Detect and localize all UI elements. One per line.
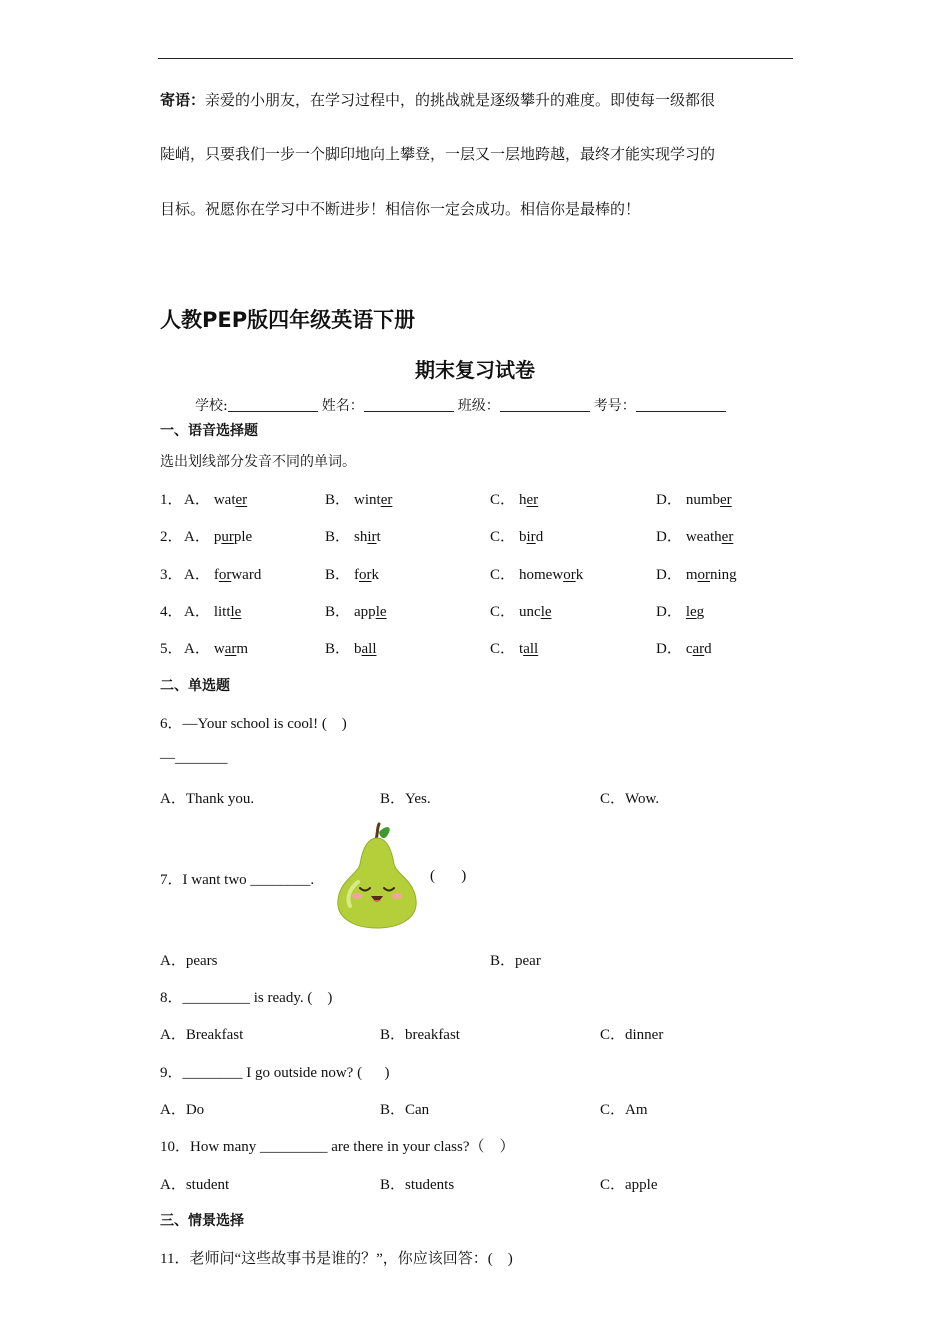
student-info-line: 学校: 姓名： 班级： 考号：: [195, 395, 730, 415]
option-ul: er: [721, 529, 734, 545]
option-post: ple: [233, 529, 253, 545]
school-field[interactable]: [228, 397, 318, 412]
q3-option-b[interactable]: [325, 563, 379, 584]
q5-option-a[interactable]: [184, 637, 248, 658]
q6-option-b[interactable]: B．Yes.: [380, 791, 431, 807]
q10-option-b[interactable]: B．students: [380, 1177, 455, 1193]
q8-option-a[interactable]: A．Breakfast: [160, 1027, 244, 1043]
option-post: ning: [710, 567, 737, 583]
option-post: g: [696, 604, 705, 620]
option-label: D．: [656, 529, 682, 545]
message-line-1: 寄语：亲爱的小朋友，在学习过程中，的挑战就是逐级攀升的难度。即使每一级都很: [160, 91, 716, 109]
option-ul: ir: [367, 529, 377, 545]
option-label: B．: [325, 529, 351, 545]
question-10-stem: 10．How many _________ are there in your class?（ ）: [160, 1139, 515, 1155]
q4-option-b[interactable]: [325, 600, 387, 621]
option-post: ward: [231, 567, 262, 583]
question-6-reply: —_______: [160, 750, 228, 766]
question-3-number: 3．: [160, 567, 183, 583]
q3-option-c[interactable]: [490, 563, 583, 584]
q3-option-d[interactable]: [656, 563, 737, 584]
option-post: t: [376, 529, 381, 545]
pear-body: [338, 838, 416, 928]
option-ul: er: [526, 492, 539, 508]
option-pre: f: [213, 567, 219, 583]
option-label: C．: [490, 641, 516, 657]
q2-option-b[interactable]: [325, 525, 381, 546]
q6-option-c[interactable]: C．Wow.: [600, 791, 660, 807]
q5-option-c[interactable]: [490, 637, 538, 658]
q2-option-c[interactable]: [490, 525, 543, 546]
option-label: C．: [490, 529, 516, 545]
option-pre: p: [213, 529, 222, 545]
q1-option-d[interactable]: [656, 488, 732, 509]
q4-option-a[interactable]: [184, 600, 241, 621]
q7-option-a[interactable]: A．pears: [160, 953, 218, 969]
option-ul: all: [523, 641, 539, 657]
option-label: C．: [490, 567, 516, 583]
q8-option-b[interactable]: B．breakfast: [380, 1027, 460, 1043]
option-ul: er: [235, 492, 248, 508]
q10-option-a[interactable]: A．student: [160, 1177, 230, 1193]
option-post: k: [371, 567, 380, 583]
question-7-paren: ( ): [430, 868, 467, 884]
question-11-stem: 11．老师问“这些故事书是谁的？”，你应该回答：( ): [160, 1251, 513, 1267]
option-pre: wint: [354, 492, 381, 508]
option-label: B．: [325, 567, 351, 583]
option-ul: le: [230, 604, 242, 620]
q7-option-b[interactable]: B．pear: [490, 953, 541, 969]
book-title: 人教PEP版四年级英语下册: [160, 308, 416, 332]
message-line-2: 陡峭，只要我们一步一个脚印地向上攀登，一层又一层地跨越，最终才能实现学习的: [160, 145, 716, 163]
section-2-title: 二、单选题: [160, 678, 230, 694]
question-2-number: 2．: [160, 529, 183, 545]
option-label: C．: [490, 604, 516, 620]
question-1-number: 1．: [160, 492, 183, 508]
pear-leaf: [379, 827, 390, 838]
option-pre: f: [354, 567, 360, 583]
q9-option-c[interactable]: C．Am: [600, 1102, 648, 1118]
option-label: A．: [184, 604, 210, 620]
question-8-stem: 8．_________ is ready. ( ): [160, 990, 333, 1006]
q8-option-c[interactable]: C．dinner: [600, 1027, 664, 1043]
q3-option-a[interactable]: [184, 563, 261, 584]
question-4-number: 4．: [160, 604, 183, 620]
section-1-title: 一、语音选择题: [160, 423, 258, 439]
option-label: A．: [184, 529, 210, 545]
option-pre: unc: [519, 604, 541, 620]
q1-option-a[interactable]: [184, 488, 247, 509]
option-ul: ar: [224, 641, 237, 657]
option-label: D．: [656, 641, 682, 657]
option-label: D．: [656, 492, 682, 508]
option-post: m: [236, 641, 249, 657]
q6-option-a[interactable]: A．Thank you.: [160, 791, 255, 807]
option-pre: weath: [685, 529, 722, 545]
option-pre: litt: [213, 604, 231, 620]
option-pre: wat: [213, 492, 236, 508]
q5-option-d[interactable]: [656, 637, 712, 658]
q5-option-b[interactable]: [325, 637, 377, 658]
q9-option-b[interactable]: B．Can: [380, 1102, 430, 1118]
option-ul: ur: [221, 529, 234, 545]
option-label: A．: [184, 492, 210, 508]
option-ul: ar: [692, 641, 705, 657]
message-line-3: 目标。祝愿你在学习中不断进步！相信你一定会成功。相信你是最棒的！: [160, 200, 641, 218]
option-ul: or: [218, 567, 232, 583]
option-ul: le: [540, 604, 552, 620]
option-ul: or: [359, 567, 372, 583]
header-rule: [158, 58, 793, 59]
option-label: D．: [656, 604, 682, 620]
option-pre: sh: [354, 529, 368, 545]
q10-option-c[interactable]: C．apple: [600, 1177, 658, 1193]
option-label: D．: [656, 567, 682, 583]
option-pre: c: [685, 641, 693, 657]
option-pre: m: [685, 567, 698, 583]
pear-icon: [332, 822, 422, 930]
option-label: A．: [184, 567, 210, 583]
q2-option-d[interactable]: [656, 525, 733, 546]
q9-option-a[interactable]: A．Do: [160, 1102, 205, 1118]
option-post: d: [535, 529, 544, 545]
option-ul: or: [697, 567, 711, 583]
option-label: C．: [490, 492, 516, 508]
option-pre: b: [519, 529, 527, 545]
option-pre: b: [354, 641, 362, 657]
q2-option-a[interactable]: [184, 525, 252, 546]
option-label: A．: [184, 641, 210, 657]
option-pre: numb: [685, 492, 721, 508]
option-ul: er: [720, 492, 732, 508]
option-post: d: [704, 641, 712, 657]
name-field[interactable]: [364, 397, 454, 412]
option-label: B．: [325, 492, 351, 508]
option-ul: le: [375, 604, 387, 620]
option-ul: or: [563, 567, 576, 583]
section-3-title: 三、情景选择: [160, 1213, 244, 1229]
question-6-stem: 6．—Your school is cool! ( ): [160, 716, 347, 732]
q1-option-c[interactable]: [490, 488, 538, 509]
option-ul: le: [685, 604, 697, 620]
option-label: B．: [325, 604, 351, 620]
question-7-stem: 7．I want two ________.: [160, 872, 315, 888]
option-pre: h: [519, 492, 527, 508]
left-cheek: [352, 893, 362, 899]
option-pre: w: [213, 641, 225, 657]
question-5-number: 5．: [160, 641, 183, 657]
section-1-instruction: 选出划线部分发音不同的单词。: [160, 454, 356, 470]
exam-number-field[interactable]: [636, 397, 726, 412]
option-pre: app: [354, 604, 376, 620]
right-cheek: [392, 893, 402, 899]
class-field[interactable]: [500, 397, 590, 412]
q1-option-b[interactable]: [325, 488, 392, 509]
question-9-stem: 9．________ I go outside now? ( ): [160, 1065, 390, 1081]
option-pre: t: [519, 641, 524, 657]
option-label: B．: [325, 641, 351, 657]
message-label: 寄语：: [160, 91, 206, 109]
q4-option-d[interactable]: [656, 600, 704, 621]
option-ul: all: [361, 641, 377, 657]
exam-title: 期末复习试卷: [415, 358, 535, 382]
option-post: k: [575, 567, 584, 583]
q4-option-c[interactable]: [490, 600, 552, 621]
option-ul: ir: [526, 529, 536, 545]
option-pre: homew: [519, 567, 564, 583]
option-ul: er: [380, 492, 393, 508]
